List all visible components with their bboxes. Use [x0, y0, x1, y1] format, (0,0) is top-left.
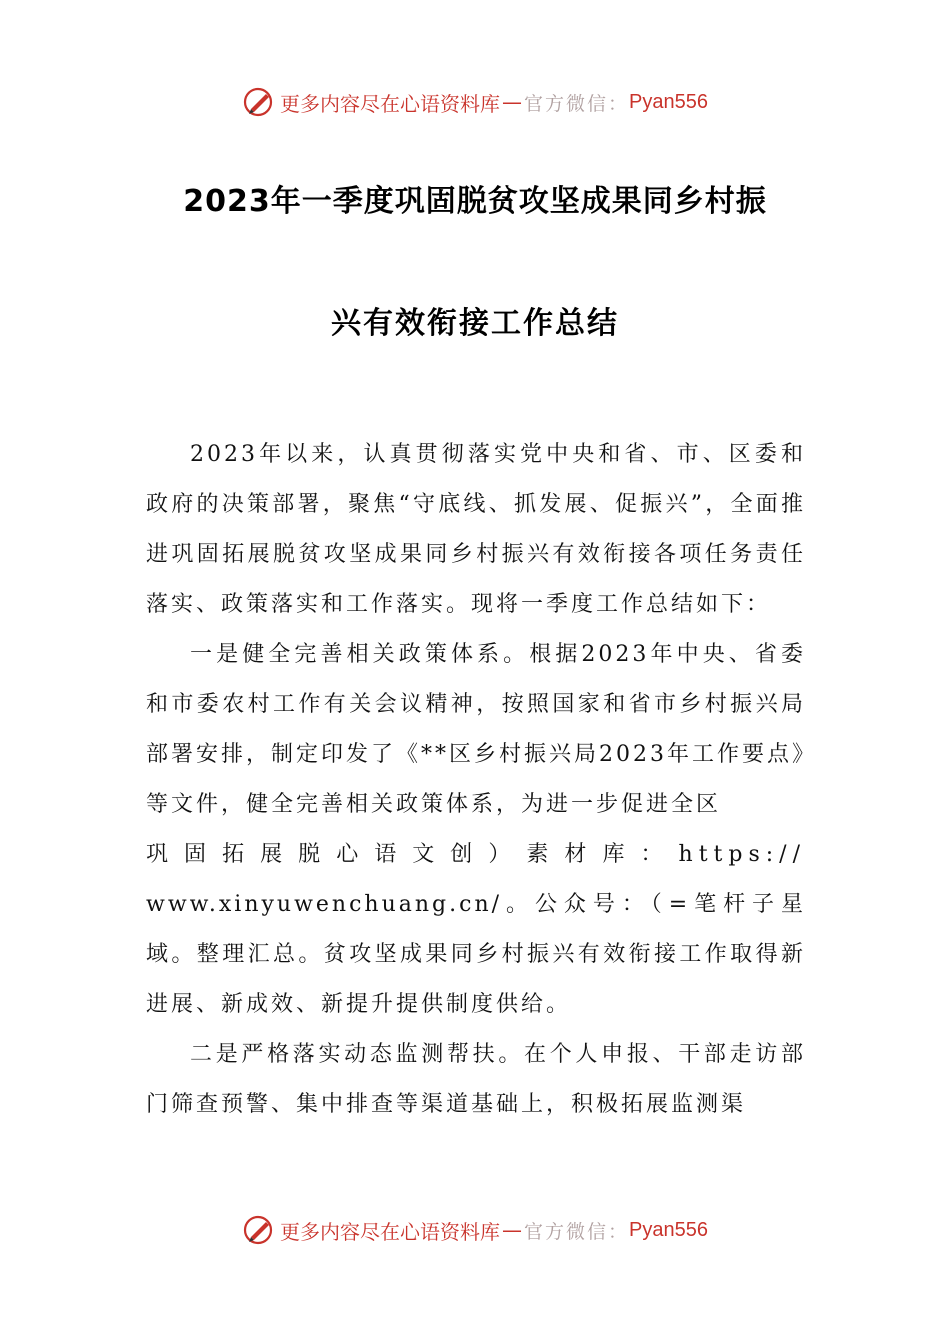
pen-logo-icon: [242, 85, 276, 119]
document-title-line-1: 2023年一季度巩固脱贫攻坚成果同乡村振: [183, 184, 767, 219]
paragraph-policy: [146, 630, 806, 830]
paragraph-intro: 2023年以来，认真贯彻落实党中央和省、市、区委和政府的决策部署，聚焦“守底线、抓发展、促振兴”，全面推进巩固拓展脱贫攻坚成果同乡村振兴有效衔接各项任务责任落实、政策落实和工作落实。现将一季度工作总结如下：: [146, 442, 806, 617]
banner-wechat-id: Pyan556: [629, 1218, 708, 1241]
paragraph-policy-text: 一是健全完善相关政策体系。根据2023年中央、省委和市委农村工作有关会议精神，按照国家和省市乡村振兴局部署安排，制定印发了《**区乡村振兴局2023年工作要点》等文件，健全完善相关政策体系，为进一步促进全区: [146, 642, 806, 817]
header-banner: [0, 82, 950, 122]
banner-text: 更多内容尽在心语资料库: [280, 1219, 500, 1244]
paragraph-monitoring: 二是严格落实动态监测帮扶。在个人申报、干部走访部门筛查预警、集中排查等渠道基础上，积极拓展监测渠: [146, 1042, 806, 1117]
banner-wechat-label: 官方微信：: [524, 1220, 630, 1243]
pen-logo-icon: [242, 1213, 276, 1247]
footer-banner: [0, 1210, 950, 1250]
banner-separator: —: [502, 1218, 522, 1242]
paragraph-policy-watermark-line: 巩固拓展脱心语文创）素材库：https://: [146, 842, 806, 867]
document-title-line-2: 兴有效衔接工作总结: [331, 306, 619, 341]
document-body: [146, 430, 806, 1130]
banner-text: 更多内容尽在心语资料库: [280, 91, 500, 116]
paragraph-policy-continued: www.xinyuwenchuang.cn/。公众号：（=笔杆子星域。整理汇总。贫攻坚成果同乡村振兴有效衔接工作取得新进展、新成效、新提升提供制度供给。: [146, 892, 806, 1017]
banner-wechat-label: 官方微信：: [524, 92, 630, 115]
banner-wechat-id: Pyan556: [629, 90, 708, 113]
banner-separator: —: [502, 90, 522, 114]
